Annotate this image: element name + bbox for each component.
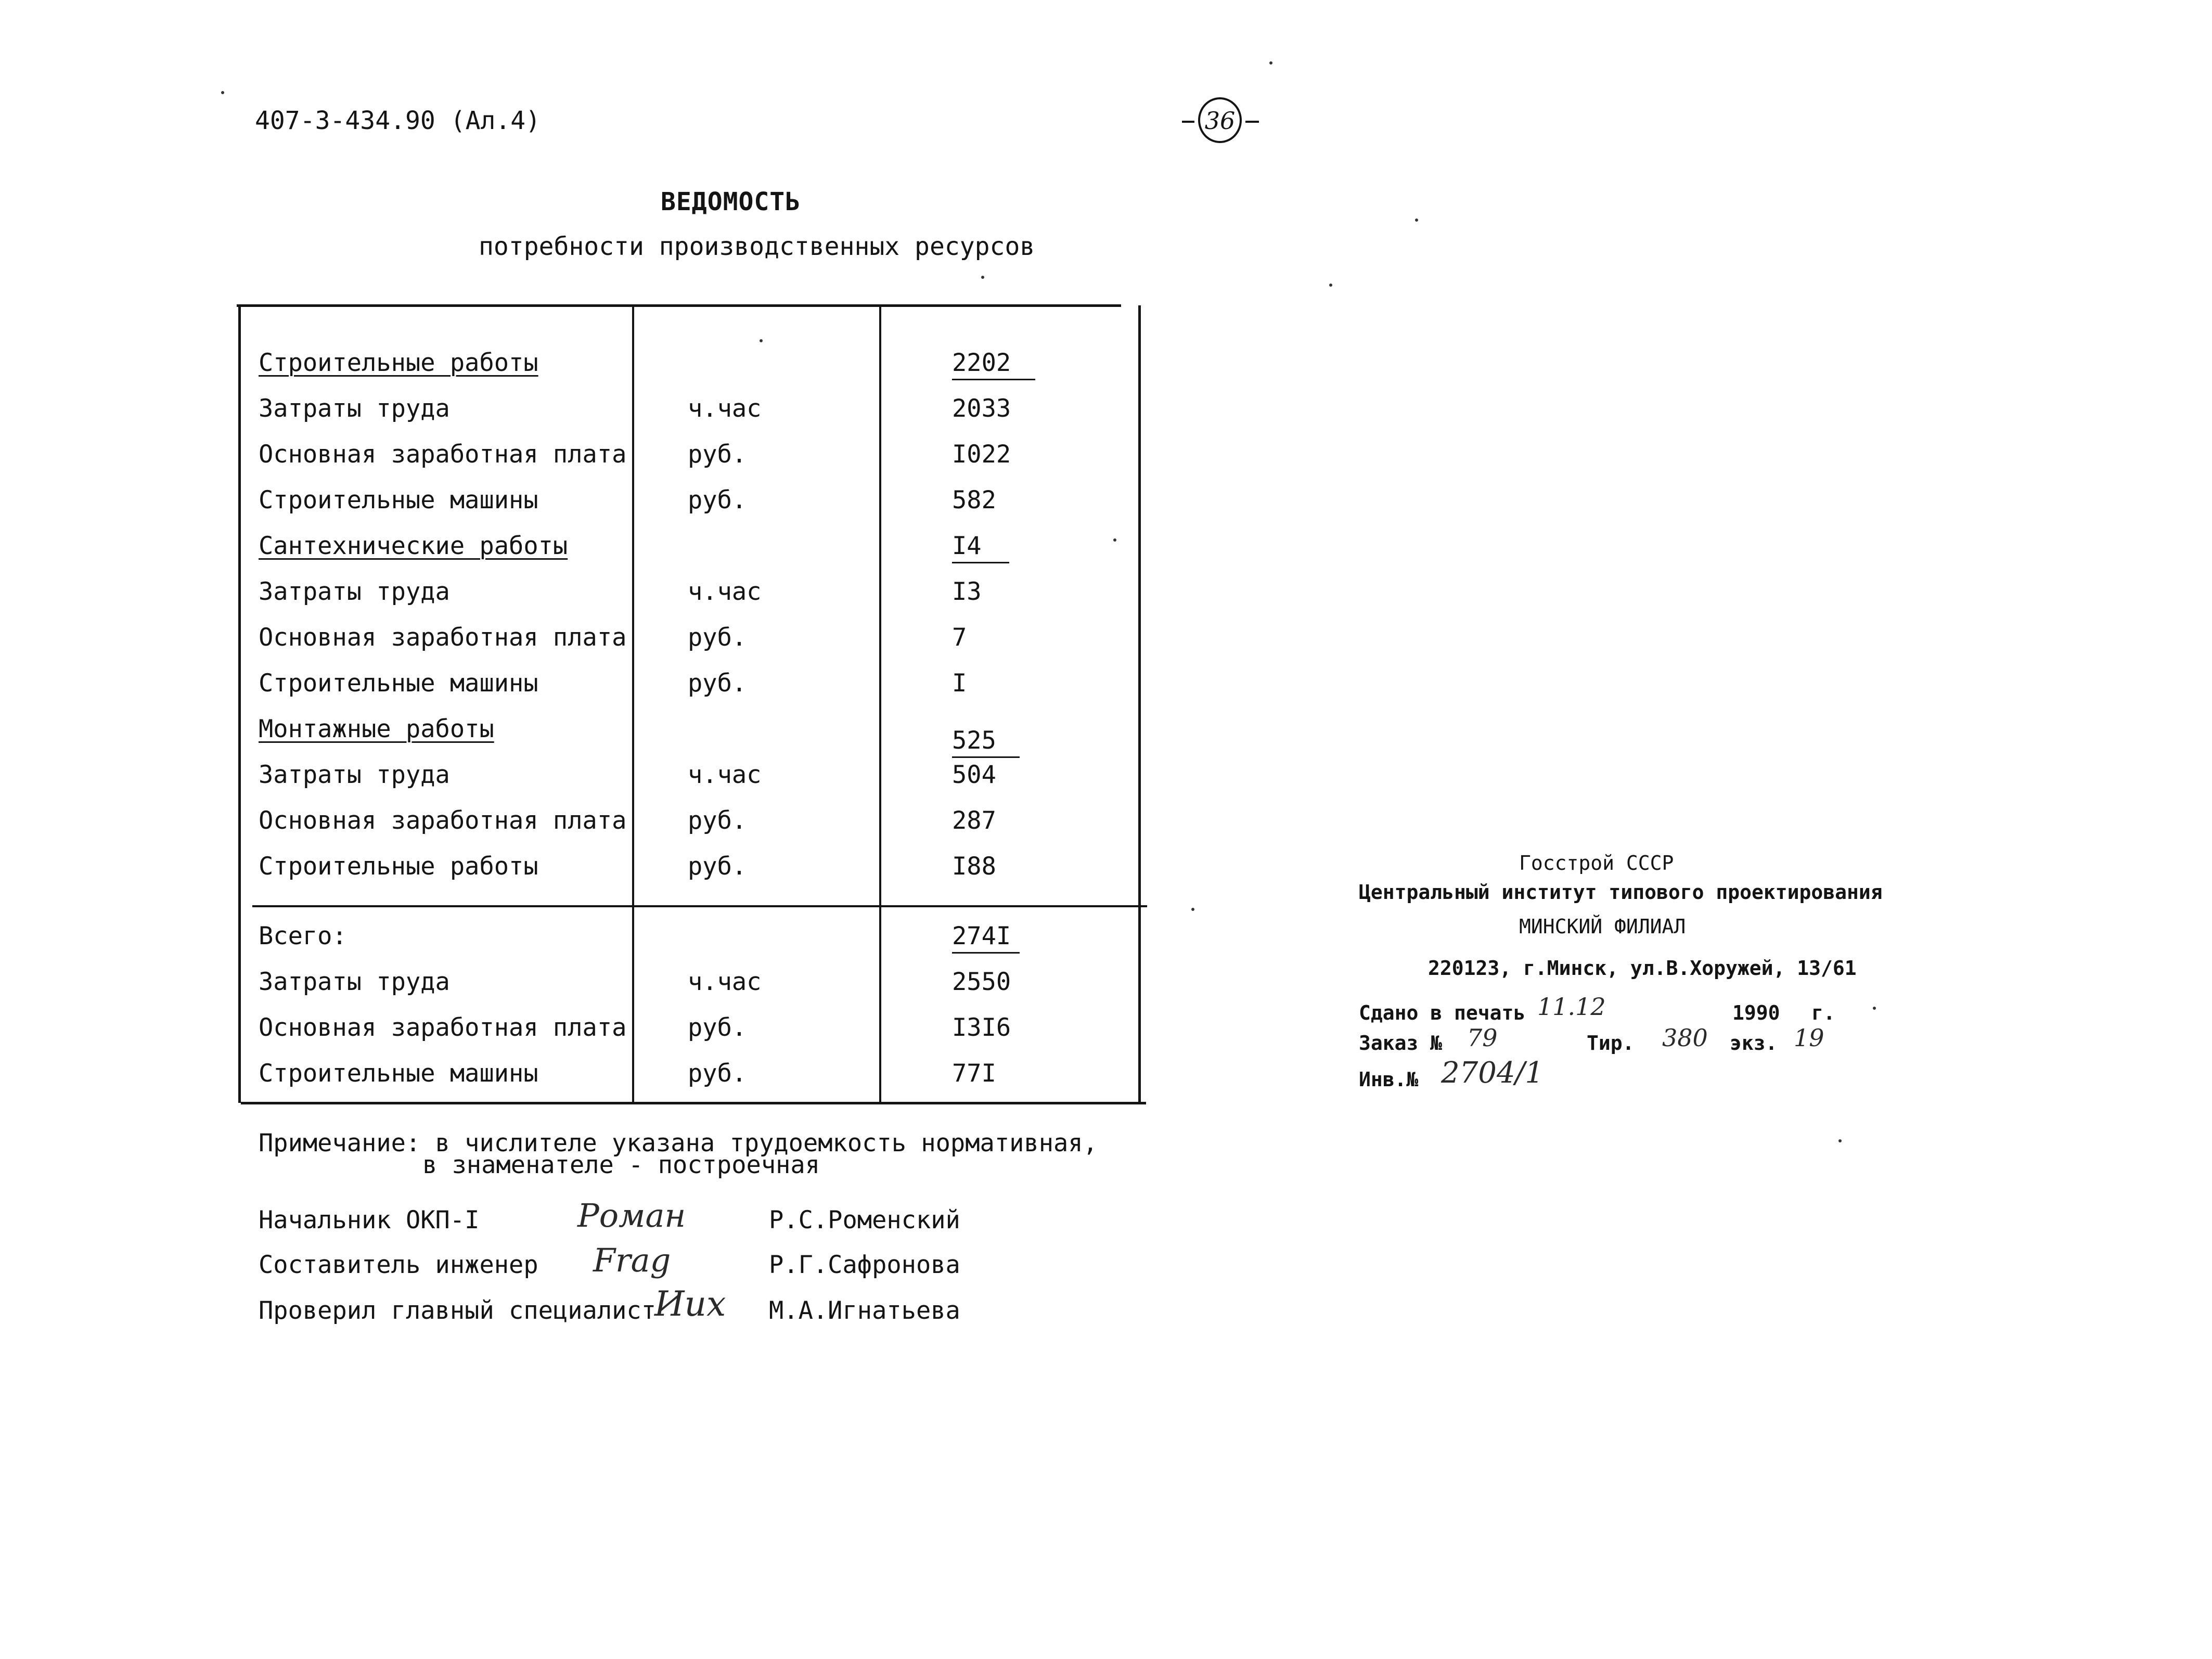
row-unit: ч.час — [688, 577, 762, 606]
note-line-2: в знаменателе - построечная — [422, 1151, 820, 1179]
row-unit: руб. — [688, 623, 747, 652]
speck — [1838, 1139, 1842, 1142]
stamp-tirage-label: Тир. — [1587, 1032, 1635, 1054]
stamp-inv-label: Инв.№ — [1359, 1068, 1419, 1091]
section-name-plumbing: Сантехнические работы — [259, 532, 568, 560]
note-line-1: Примечание: в числителе указана трудоемкость нормативная, — [259, 1129, 1098, 1158]
speck — [981, 276, 984, 279]
row-value: I88 — [952, 852, 996, 881]
total-row-name: Основная заработная плата — [259, 1013, 627, 1042]
row-name: Основная заработная плата — [259, 806, 627, 835]
section-value-installation: 525 — [952, 726, 1020, 758]
page-number-circle — [1181, 92, 1275, 149]
speck — [1191, 908, 1194, 911]
row-name: Затраты труда — [259, 761, 450, 789]
section-value-plumbing: I4 — [952, 532, 1009, 563]
signatory-name: Р.Г.Сафронова — [769, 1251, 960, 1279]
speck — [1329, 284, 1332, 287]
signatory-role: Составитель инженер — [259, 1251, 538, 1279]
row-unit: руб. — [688, 440, 747, 469]
row-value: I — [952, 669, 967, 698]
row-value: 504 — [952, 761, 996, 789]
row-name: Затраты труда — [259, 577, 450, 606]
handwritten-signature: Frag — [593, 1241, 671, 1279]
stamp-org-1: Госстрой СССР — [1519, 852, 1674, 874]
speck — [760, 339, 763, 342]
total-value: 274I — [952, 922, 1020, 954]
stamp-order-no: 79 — [1467, 1024, 1498, 1052]
signatory-name: Р.С.Роменский — [769, 1206, 960, 1234]
page-number — [1181, 92, 1275, 151]
row-value: I022 — [952, 440, 1011, 469]
table-col-divider-1 — [632, 305, 634, 1103]
row-name: Строительные машины — [259, 486, 538, 515]
table-col-divider-2 — [879, 305, 881, 1103]
signatory-name: М.А.Игнатьева — [769, 1296, 960, 1325]
stamp-org-2: Центральный институт типового проектирования — [1359, 881, 1883, 904]
section-value-construction: 2202 — [952, 349, 1035, 380]
signatory-role: Начальник ОКП-I — [259, 1206, 480, 1234]
row-unit: руб. — [688, 486, 747, 515]
total-name: Всего: — [259, 922, 347, 950]
document-code: 407-3-434.90 (Ал.4) — [255, 106, 541, 135]
row-name: Основная заработная плата — [259, 440, 627, 469]
handwritten-signature: Иих — [654, 1284, 726, 1324]
stamp-address: 220123, г.Минск, ул.В.Хоружей, 13/61 — [1428, 957, 1857, 980]
stamp-copies-label: экз. — [1730, 1032, 1778, 1054]
total-row-unit: руб. — [688, 1059, 747, 1088]
row-name: Основная заработная плата — [259, 623, 627, 652]
row-unit — [688, 394, 761, 423]
total-row-value: 2550 — [952, 968, 1011, 996]
speck — [1113, 538, 1116, 542]
speck — [1415, 218, 1418, 222]
total-row-name: Строительные машины — [259, 1059, 538, 1088]
signatory-role: Проверил главный специалист — [259, 1296, 657, 1325]
document-subtitle: потребности производственных ресурсов — [479, 232, 1035, 261]
stamp-order-label: Заказ № — [1359, 1032, 1443, 1054]
table-bottom-border — [241, 1102, 1146, 1104]
stamp-print-label: Сдано в печать — [1359, 1001, 1526, 1024]
stamp-print-date: 11.12 — [1537, 993, 1606, 1021]
row-value: 582 — [952, 486, 996, 515]
row-value: I3 — [952, 577, 982, 606]
total-row-value: I3I6 — [952, 1013, 1011, 1042]
total-row-unit: руб. — [688, 1013, 747, 1042]
total-row-name: Затраты труда — [259, 968, 450, 996]
row-value: 287 — [952, 806, 996, 835]
table-right-border — [1138, 305, 1141, 1103]
stamp-year-suffix: г. — [1811, 1001, 1835, 1024]
speck — [1873, 1007, 1876, 1010]
table-top-border — [237, 304, 1121, 307]
row-unit: ч.час — [688, 761, 762, 789]
document-title: ВЕДОМОСТЬ — [661, 187, 801, 216]
speck — [221, 91, 224, 94]
stamp-tirage: 380 — [1662, 1024, 1708, 1052]
handwritten-signature: Роман — [577, 1197, 686, 1234]
section-name-installation: Монтажные работы — [259, 715, 494, 743]
row-unit-text: ч.час — [688, 394, 762, 423]
row-unit: руб. — [688, 806, 747, 835]
section-name-construction: Строительные работы — [259, 349, 538, 377]
total-row-value: 77I — [952, 1059, 996, 1088]
row-name: Строительные работы — [259, 852, 538, 881]
stamp-inv-no: 2704/1 — [1441, 1056, 1544, 1090]
speck — [1269, 61, 1272, 65]
total-row-unit: ч.час — [688, 968, 762, 996]
row-value: 7 — [952, 623, 967, 652]
stamp-print-year: 1990 — [1732, 1001, 1780, 1024]
row-name: Затраты труда — [259, 394, 450, 423]
stamp-org-3: МИНСКИЙ ФИЛИАЛ — [1519, 915, 1686, 938]
row-unit: руб. — [688, 852, 747, 881]
page-number-text: 36 — [1204, 107, 1236, 135]
table-left-border — [238, 305, 241, 1103]
row-unit: руб. — [688, 669, 747, 698]
stamp-copies: 19 — [1794, 1024, 1824, 1052]
row-value: 2033 — [952, 394, 1011, 423]
table-total-divider — [252, 905, 1147, 907]
row-name: Строительные машины — [259, 669, 538, 698]
